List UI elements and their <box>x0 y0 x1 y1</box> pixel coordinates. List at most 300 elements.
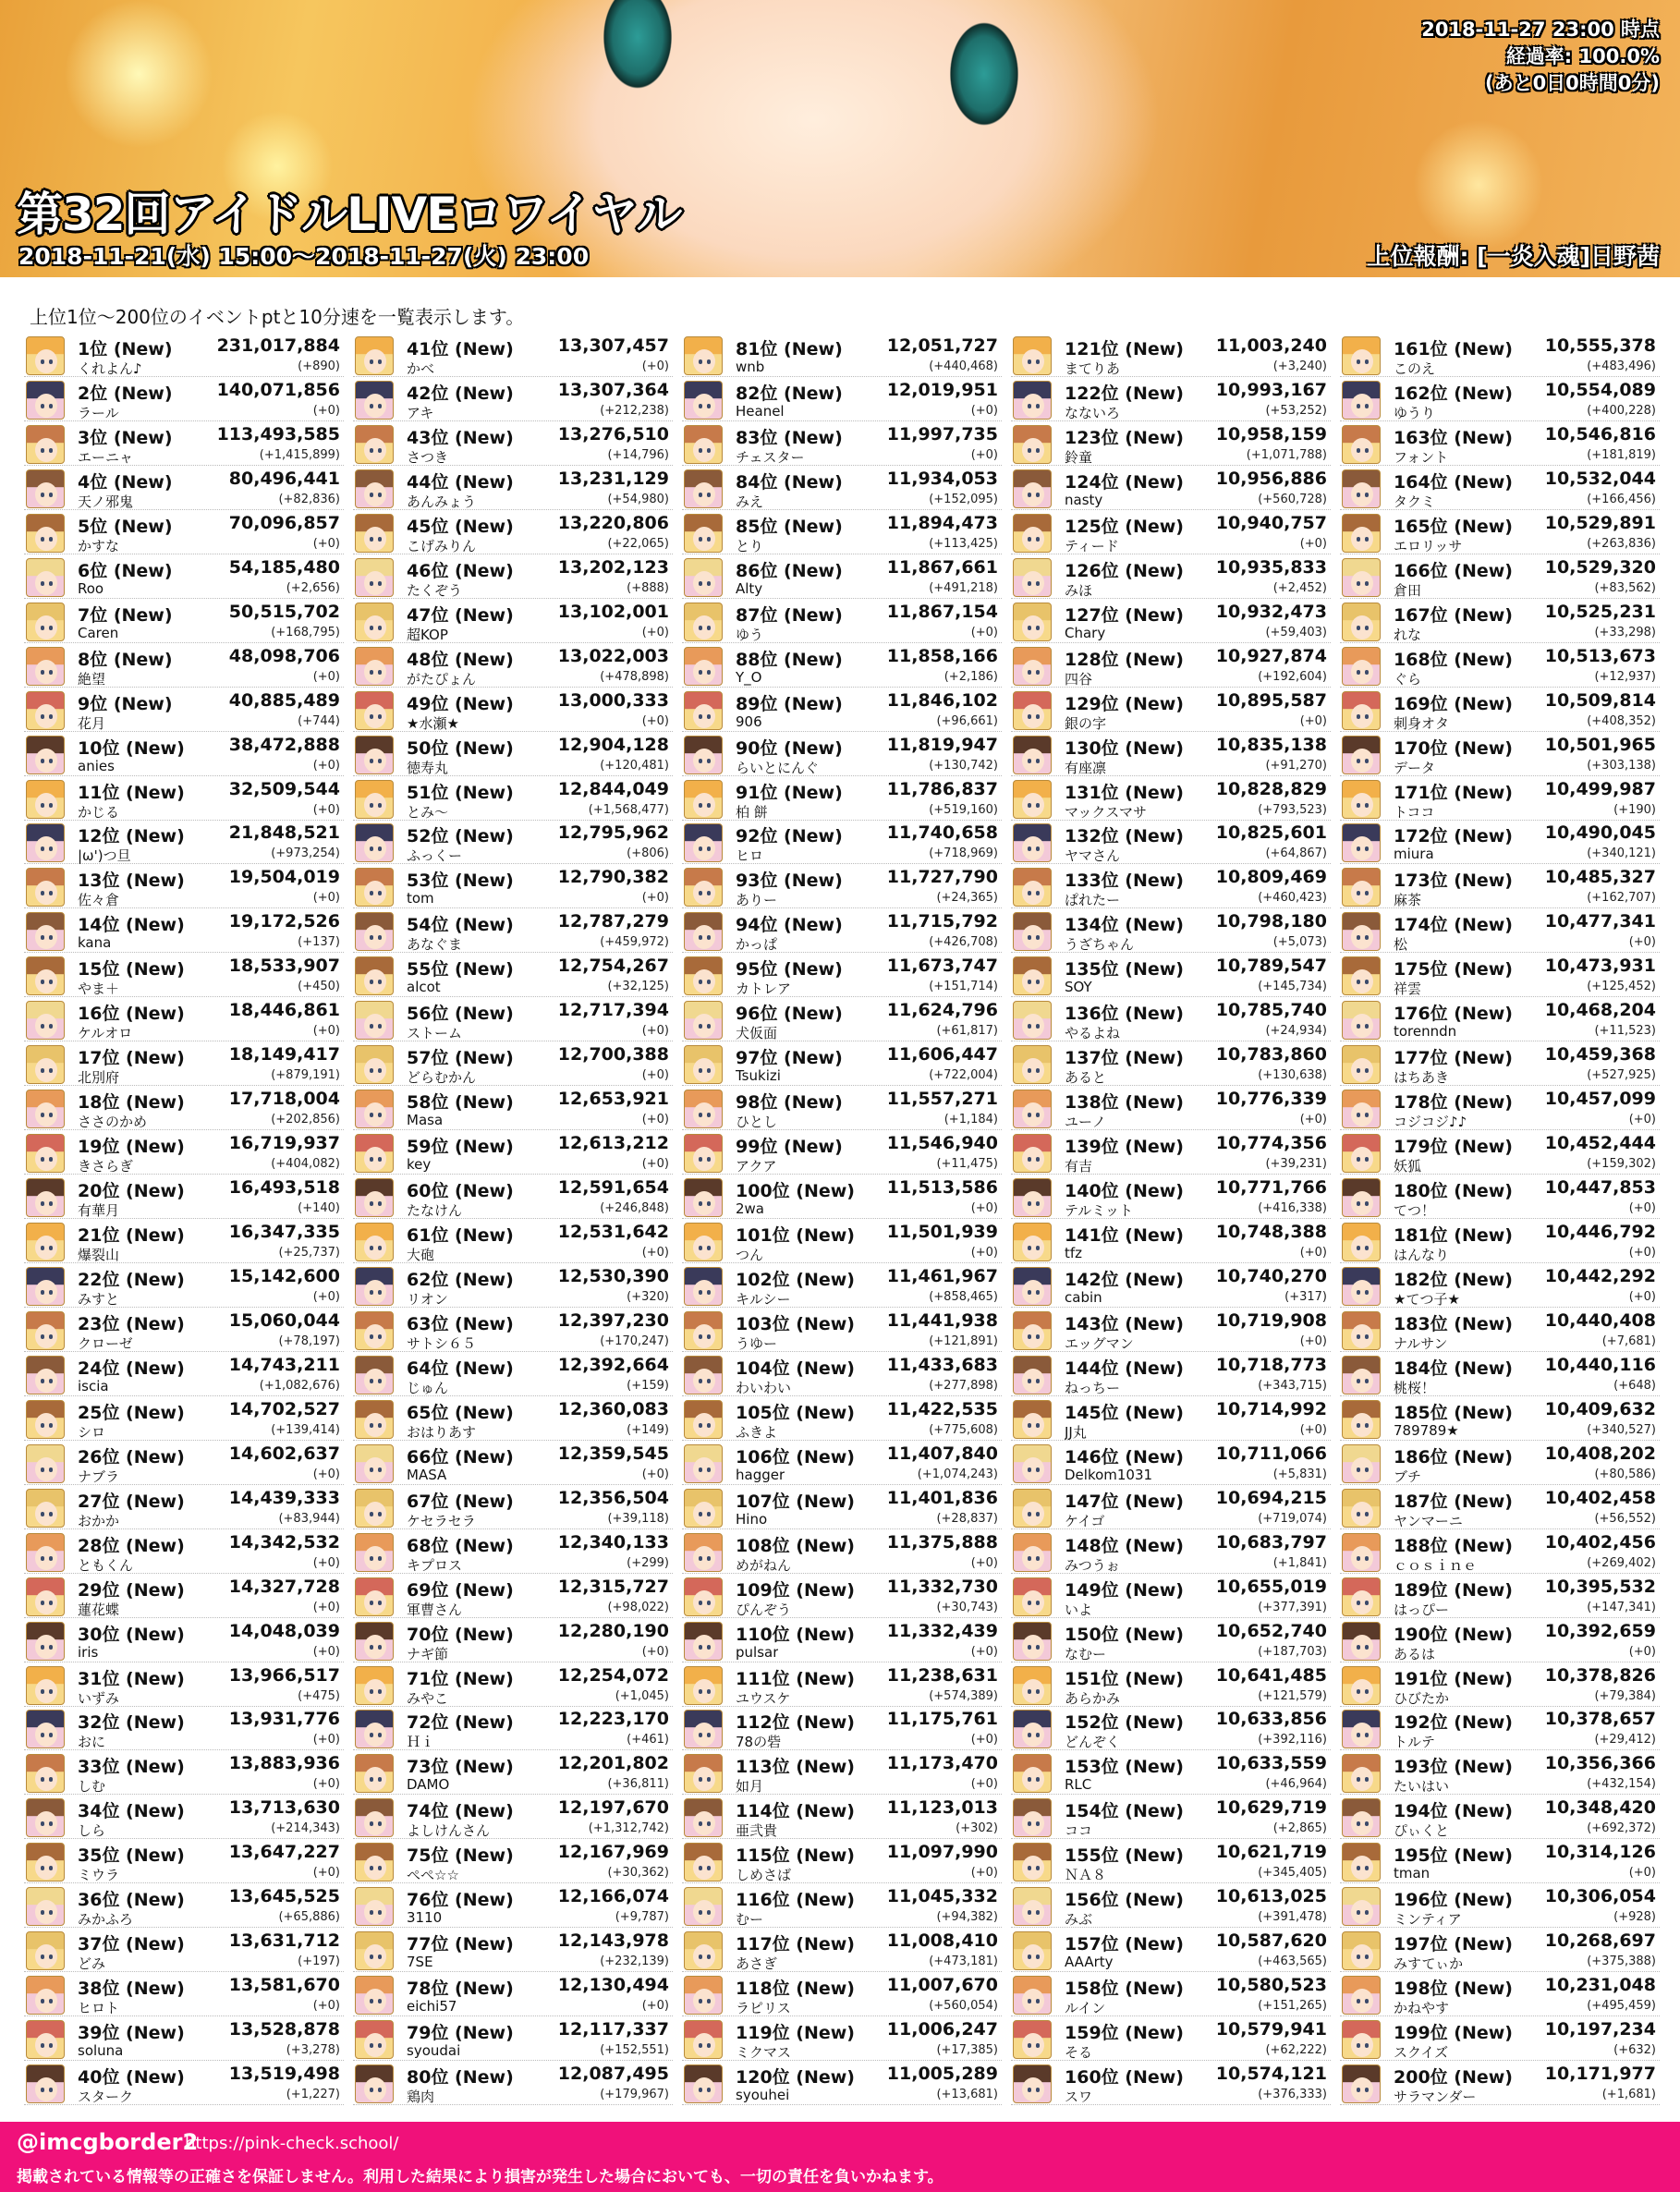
rank-label: 196位 (New) <box>1394 1890 1513 1911</box>
rank-label: 153位 (New) <box>1065 1757 1184 1778</box>
idol-avatar-icon <box>684 1533 723 1572</box>
idol-avatar-icon <box>1342 1223 1381 1261</box>
rank-label: 6位 (New) <box>78 560 173 581</box>
ranking-entry <box>353 601 673 643</box>
rank-label: 107位 (New) <box>736 1491 855 1512</box>
ten-min-speed: (+376,333) <box>1258 2088 1327 2102</box>
player-name: hagger <box>736 1466 785 1483</box>
rank-label: 198位 (New) <box>1394 1979 1513 2000</box>
ranking-entry <box>24 1576 344 1618</box>
idol-avatar-icon <box>1342 823 1381 862</box>
ten-min-speed: (+137) <box>298 935 340 950</box>
rank-label: 53位 (New) <box>407 871 514 892</box>
idol-avatar-icon <box>1013 1001 1052 1040</box>
event-points: 10,809,469 <box>1215 867 1327 888</box>
idol-avatar-icon <box>684 1356 723 1394</box>
ranking-entry <box>682 866 1002 908</box>
idol-avatar-icon <box>26 1178 65 1217</box>
rank-label: 41位 (New) <box>407 339 514 359</box>
rank-label: 17位 (New) <box>78 1048 185 1069</box>
rank-label: 108位 (New) <box>736 1535 855 1556</box>
idol-avatar-icon <box>26 823 65 862</box>
player-name: みかふろ <box>78 1911 134 1929</box>
rank-label: 96位 (New) <box>736 1004 843 1025</box>
idol-avatar-icon <box>355 1622 394 1661</box>
ranking-entry <box>682 423 1002 466</box>
ten-min-speed: (+94,382) <box>936 1910 998 1925</box>
idol-avatar-icon <box>355 868 394 907</box>
ranking-entry <box>1340 955 1660 997</box>
ranking-entry <box>682 1443 1002 1485</box>
ranking-entry <box>24 2063 344 2105</box>
player-name: 超KOP <box>407 626 448 643</box>
rank-label: 33位 (New) <box>78 1757 185 1778</box>
idol-avatar-icon <box>355 1710 394 1748</box>
event-points: 14,743,211 <box>228 1354 340 1375</box>
player-name: なむー <box>1065 1645 1107 1662</box>
idol-avatar-icon <box>1013 1267 1052 1306</box>
player-name: かじる <box>78 803 120 821</box>
player-name: ストーム <box>407 1025 463 1042</box>
event-points: 11,407,840 <box>886 1443 998 1464</box>
twitter-handle-link[interactable]: @imcgborder2 <box>17 2129 199 2155</box>
ten-min-speed: (+0) <box>312 891 340 906</box>
ten-min-speed: (+56,552) <box>1594 1511 1656 1526</box>
event-points: 12,167,969 <box>557 1842 669 1863</box>
player-name: 789789★ <box>1394 1421 1459 1439</box>
ten-min-speed: (+0) <box>1299 1113 1327 1127</box>
rank-label: 185位 (New) <box>1394 1402 1513 1423</box>
ten-min-speed: (+0) <box>641 891 669 906</box>
event-points: 10,546,816 <box>1544 423 1656 444</box>
ten-min-speed: (+192,604) <box>1258 669 1327 684</box>
rank-label: 75位 (New) <box>407 1845 514 1867</box>
ranking-entry <box>1011 1885 1331 1928</box>
ranking-entry <box>682 1708 1002 1750</box>
player-name: あなぐま <box>407 936 463 954</box>
player-name: とり <box>736 537 764 554</box>
ranking-entry <box>682 910 1002 953</box>
event-points: 13,581,670 <box>228 1975 340 1996</box>
idol-avatar-icon <box>684 514 723 553</box>
player-name: ぐら <box>1394 670 1422 688</box>
ranking-entry <box>1011 2018 1331 2061</box>
ranking-entry <box>682 1176 1002 1219</box>
rank-label: 80位 (New) <box>407 2067 514 2088</box>
ten-min-speed: (+30,362) <box>607 1866 669 1881</box>
player-name: たいはい <box>1394 1778 1450 1796</box>
idol-avatar-icon <box>1342 1444 1381 1483</box>
ten-min-speed: (+459,972) <box>600 935 669 950</box>
player-name: 倉田 <box>1394 581 1422 599</box>
player-name: anies <box>78 757 115 774</box>
ten-min-speed: (+0) <box>312 1467 340 1481</box>
idol-avatar-icon <box>1013 1754 1052 1793</box>
player-name: チェスター <box>736 448 805 466</box>
player-name: ブチ <box>1394 1467 1422 1485</box>
event-points: 10,452,444 <box>1544 1133 1656 1154</box>
event-points: 50,515,702 <box>228 601 340 622</box>
idol-avatar-icon <box>1013 868 1052 907</box>
rank-label: 5位 (New) <box>78 516 173 537</box>
rank-label: 4位 (New) <box>78 471 173 493</box>
rank-label: 178位 (New) <box>1394 1092 1513 1114</box>
ranking-entry <box>353 1043 673 1086</box>
player-name: ともくん <box>78 1556 134 1574</box>
player-name: らいとにんぐ <box>736 759 820 776</box>
ranking-entry <box>1340 866 1660 908</box>
idol-avatar-icon <box>1342 1134 1381 1173</box>
ranking-entry <box>682 2063 1002 2105</box>
player-name: iscia <box>78 1377 109 1394</box>
event-points: 10,694,215 <box>1215 1487 1327 1508</box>
player-name: とみ～ <box>407 803 449 821</box>
ranking-entry <box>1340 1576 1660 1618</box>
ten-min-speed: (+25,737) <box>278 1246 340 1260</box>
ten-min-speed: (+62,222) <box>1265 2043 1327 2058</box>
event-points: 10,490,045 <box>1544 822 1656 844</box>
player-name: カトレア <box>736 980 792 998</box>
event-points: 10,719,908 <box>1215 1309 1327 1331</box>
event-points: 10,509,814 <box>1544 689 1656 711</box>
player-name: pulsar <box>736 1643 779 1661</box>
event-points: 10,748,388 <box>1215 1222 1327 1242</box>
event-points: 12,166,074 <box>557 1886 669 1907</box>
rank-label: 88位 (New) <box>736 649 843 670</box>
ranking-entry <box>1011 734 1331 776</box>
rank-label: 34位 (New) <box>78 1801 185 1822</box>
player-name: なないろ <box>1065 404 1121 421</box>
ranking-entry <box>353 1620 673 1662</box>
event-points: 17,718,004 <box>228 1089 340 1110</box>
idol-avatar-icon <box>684 823 723 862</box>
player-name: Delkom1031 <box>1065 1466 1153 1483</box>
ten-min-speed: (+0) <box>970 403 998 418</box>
ranking-entry <box>353 556 673 599</box>
ten-min-speed: (+1,415,899) <box>259 447 340 462</box>
rank-label: 87位 (New) <box>736 604 843 626</box>
player-name: ナルサン <box>1394 1334 1448 1352</box>
event-points: 10,932,473 <box>1215 601 1327 622</box>
player-name: ラピリス <box>736 2000 791 2017</box>
event-points: 13,647,227 <box>228 1842 340 1863</box>
rank-label: 154位 (New) <box>1065 1801 1184 1822</box>
ranking-entry <box>1340 1132 1660 1175</box>
idol-avatar-icon <box>26 469 65 508</box>
event-points: 10,442,292 <box>1544 1265 1656 1286</box>
ten-min-speed: (+170,247) <box>600 1333 669 1348</box>
idol-avatar-icon <box>26 1754 65 1793</box>
rank-label: 104位 (New) <box>736 1358 855 1379</box>
rank-label: 85位 (New) <box>736 516 843 537</box>
rank-label: 106位 (New) <box>736 1446 855 1467</box>
idol-avatar-icon <box>1013 1311 1052 1350</box>
event-points: 10,633,856 <box>1215 1709 1327 1730</box>
ranking-entry <box>1011 1841 1331 1883</box>
idol-avatar-icon <box>1342 647 1381 686</box>
ten-min-speed: (+495,459) <box>1587 1999 1656 2014</box>
ten-min-speed: (+491,218) <box>929 580 998 595</box>
idol-avatar-icon <box>684 956 723 995</box>
rank-label: 155位 (New) <box>1065 1845 1184 1867</box>
event-points: 12,591,654 <box>557 1177 669 1199</box>
ranking-entry <box>682 1487 1002 1529</box>
player-name: ヤマさん <box>1065 847 1121 865</box>
ranking-entry <box>682 1930 1002 1972</box>
ten-min-speed: (+0) <box>312 1777 340 1792</box>
ten-min-speed: (+0) <box>312 802 340 817</box>
idol-avatar-icon <box>1013 956 1052 995</box>
rank-label: 161位 (New) <box>1394 339 1513 359</box>
event-points: 11,501,939 <box>886 1222 998 1242</box>
site-url-link[interactable]: https://pink-check.school/ <box>185 2134 399 2153</box>
ten-min-speed: (+0) <box>970 1555 998 1570</box>
event-points: 10,501,965 <box>1544 734 1656 755</box>
event-points: 10,587,620 <box>1215 1930 1327 1952</box>
ten-min-speed: (+12,937) <box>1594 669 1656 684</box>
event-points: 11,740,658 <box>886 822 998 844</box>
idol-avatar-icon <box>684 1267 723 1306</box>
ten-min-speed: (+130,742) <box>929 758 998 773</box>
ranking-entry <box>682 734 1002 776</box>
ranking-entry <box>1340 1309 1660 1352</box>
rank-label: 11位 (New) <box>78 782 185 803</box>
idol-avatar-icon <box>26 691 65 730</box>
ranking-entry <box>1340 1752 1660 1795</box>
event-points: 12,531,642 <box>557 1222 669 1242</box>
idol-avatar-icon <box>26 425 65 464</box>
player-name: ひびたか <box>1394 1689 1450 1707</box>
player-name: データ <box>1394 759 1436 776</box>
ranking-entry <box>682 468 1002 510</box>
player-name: 有座凛 <box>1065 759 1107 776</box>
idol-avatar-icon <box>684 336 723 375</box>
rank-label: 171位 (New) <box>1394 782 1513 803</box>
rank-label: 180位 (New) <box>1394 1181 1513 1202</box>
idol-avatar-icon <box>355 1489 394 1528</box>
ten-min-speed: (+460,423) <box>1258 891 1327 906</box>
ten-min-speed: (+375,388) <box>1587 1955 1656 1969</box>
rank-label: 115位 (New) <box>736 1845 855 1867</box>
event-points: 12,280,190 <box>557 1620 669 1641</box>
rank-label: 147位 (New) <box>1065 1491 1184 1512</box>
rank-label: 100位 (New) <box>736 1181 855 1202</box>
idol-avatar-icon <box>1342 1090 1381 1128</box>
player-name: Heanel <box>736 402 785 420</box>
ten-min-speed: (+59,403) <box>1265 625 1327 639</box>
idol-avatar-icon <box>1013 1444 1052 1483</box>
idol-avatar-icon <box>1342 381 1381 420</box>
event-points: 10,993,167 <box>1215 379 1327 400</box>
ten-min-speed: (+181,819) <box>1587 447 1656 462</box>
event-points: 10,835,138 <box>1215 734 1327 755</box>
rank-label: 150位 (New) <box>1065 1624 1184 1645</box>
event-title: 第32回アイドルLIVEロワイヤル <box>17 188 682 241</box>
idol-avatar-icon <box>1013 1356 1052 1394</box>
player-name: テルミット <box>1065 1202 1133 1220</box>
idol-avatar-icon <box>684 647 723 686</box>
event-points: 12,130,494 <box>557 1975 669 1996</box>
idol-avatar-icon <box>355 1976 394 2015</box>
ten-min-speed: (+858,465) <box>929 1289 998 1304</box>
player-name: エロリッサ <box>1394 537 1463 554</box>
player-name: SOY <box>1065 979 1092 996</box>
ten-min-speed: (+0) <box>1299 1333 1327 1348</box>
event-points: 13,202,123 <box>557 556 669 578</box>
top-reward: 上位報酬: [一炎入魂]日野茜 <box>1367 243 1660 270</box>
event-points: 10,440,116 <box>1544 1354 1656 1375</box>
rank-label: 98位 (New) <box>736 1092 843 1114</box>
ranking-entry <box>1340 335 1660 377</box>
rank-label: 7位 (New) <box>78 604 173 626</box>
player-name: kana <box>78 934 112 952</box>
player-name: ケセラセラ <box>407 1512 476 1529</box>
rank-label: 57位 (New) <box>407 1048 514 1069</box>
ten-min-speed: (+793,523) <box>1258 802 1327 817</box>
ten-min-speed: (+32,125) <box>607 980 669 994</box>
event-points: 10,314,126 <box>1544 1842 1656 1863</box>
ranking-entry <box>24 1708 344 1750</box>
player-name: 亜弐貴 <box>736 1822 778 1840</box>
event-points: 10,532,044 <box>1544 468 1656 489</box>
player-name: ミウラ <box>78 1867 120 1884</box>
event-points: 10,641,485 <box>1215 1664 1327 1686</box>
event-points: 38,472,888 <box>228 734 340 755</box>
ranking-entry <box>1011 601 1331 643</box>
player-name: 蓮花蝶 <box>78 1601 120 1618</box>
event-points: 12,201,802 <box>557 1753 669 1774</box>
event-points: 12,613,212 <box>557 1133 669 1154</box>
player-name: eichi57 <box>407 1998 457 2015</box>
rank-label: 74位 (New) <box>407 1801 514 1822</box>
player-name: やるよね <box>1065 1025 1121 1042</box>
ranking-entry <box>24 866 344 908</box>
ranking-entry <box>1340 999 1660 1041</box>
rank-label: 63位 (New) <box>407 1313 514 1334</box>
rank-label: 118位 (New) <box>736 1979 855 2000</box>
event-points: 12,117,337 <box>557 2019 669 2040</box>
ten-min-speed: (+3,240) <box>1272 359 1327 373</box>
ranking-entry <box>353 512 673 554</box>
event-points: 13,102,001 <box>557 601 669 622</box>
idol-avatar-icon <box>684 1489 723 1528</box>
rank-label: 188位 (New) <box>1394 1535 1513 1556</box>
ten-min-speed: (+0) <box>1299 1246 1327 1260</box>
ten-min-speed: (+7,681) <box>1601 1333 1656 1348</box>
ten-min-speed: (+440,468) <box>929 359 998 373</box>
rank-label: 101位 (New) <box>736 1225 855 1246</box>
ten-min-speed: (+527,925) <box>1587 1068 1656 1083</box>
ten-min-speed: (+890) <box>298 359 340 373</box>
ranking-entry <box>1011 1309 1331 1352</box>
ten-min-speed: (+692,372) <box>1587 1821 1656 1836</box>
event-points: 10,935,833 <box>1215 556 1327 578</box>
player-name: 佐々倉 <box>78 892 120 909</box>
rank-label: 49位 (New) <box>407 693 514 714</box>
idol-avatar-icon <box>26 1798 65 1837</box>
ten-min-speed: (+463,565) <box>1258 1955 1327 1969</box>
ten-min-speed: (+151,265) <box>1258 1999 1327 2014</box>
event-points: 13,519,498 <box>228 2064 340 2085</box>
ranking-entry <box>682 512 1002 554</box>
player-name: あると <box>1065 1069 1107 1087</box>
ten-min-speed: (+574,389) <box>929 1688 998 1703</box>
event-points: 13,645,525 <box>228 1886 340 1907</box>
idol-avatar-icon <box>684 1001 723 1040</box>
rank-label: 76位 (New) <box>407 1890 514 1911</box>
ten-min-speed: (+269,402) <box>1587 1555 1656 1570</box>
player-name: あんみょう <box>407 493 477 510</box>
ranking-entry <box>1340 1088 1660 1130</box>
player-name: 軍曹さん <box>407 1601 463 1618</box>
idol-avatar-icon <box>684 1798 723 1837</box>
ten-min-speed: (+1,841) <box>1272 1555 1327 1570</box>
idol-avatar-icon <box>1342 2020 1381 2059</box>
rank-label: 69位 (New) <box>407 1579 514 1601</box>
ranking-entry <box>1340 379 1660 421</box>
rank-label: 62位 (New) <box>407 1269 514 1290</box>
idol-avatar-icon <box>26 514 65 553</box>
rank-label: 182位 (New) <box>1394 1269 1513 1290</box>
ten-min-speed: (+9,787) <box>615 1910 669 1925</box>
ranking-entry <box>682 1885 1002 1928</box>
ranking-entry <box>24 1531 344 1574</box>
rank-label: 130位 (New) <box>1065 737 1184 759</box>
ranking-entry <box>353 1176 673 1219</box>
event-points: 10,378,657 <box>1544 1709 1656 1730</box>
player-name: かっぱ <box>736 936 778 954</box>
idol-avatar-icon <box>1013 1223 1052 1261</box>
ranking-entry <box>682 1088 1002 1130</box>
ten-min-speed: (+426,708) <box>929 935 998 950</box>
rank-label: 70位 (New) <box>407 1624 514 1645</box>
idol-avatar-icon <box>26 1090 65 1128</box>
ten-min-speed: (+0) <box>970 1201 998 1216</box>
rank-label: 189位 (New) <box>1394 1579 1513 1601</box>
ranking-entry <box>1340 1176 1660 1219</box>
ranking-entry <box>1011 1752 1331 1795</box>
event-points: 10,798,180 <box>1215 911 1327 932</box>
ranking-entry <box>353 1132 673 1175</box>
ranking-entry <box>353 1398 673 1441</box>
player-name: さつき <box>407 448 449 466</box>
ranking-entry <box>682 1841 1002 1883</box>
ranking-entry <box>353 778 673 821</box>
idol-avatar-icon <box>26 736 65 774</box>
ten-min-speed: (+179,967) <box>600 2088 669 2102</box>
ten-min-speed: (+0) <box>970 447 998 462</box>
idol-avatar-icon <box>1342 1577 1381 1616</box>
rank-label: 159位 (New) <box>1065 2023 1184 2044</box>
idol-avatar-icon <box>1342 868 1381 907</box>
ranking-entry <box>1011 512 1331 554</box>
player-name: nasty <box>1065 491 1103 508</box>
ranking-entry <box>353 689 673 732</box>
idol-avatar-icon <box>26 1134 65 1173</box>
ten-min-speed: (+0) <box>1628 1866 1656 1881</box>
event-points: 70,096,857 <box>228 512 340 533</box>
player-name: wnb <box>736 359 765 375</box>
event-points: 10,714,992 <box>1215 1398 1327 1419</box>
event-points: 11,401,836 <box>886 1487 998 1508</box>
event-points: 12,754,267 <box>557 956 669 977</box>
idol-avatar-icon <box>1013 514 1052 553</box>
rank-label: 142位 (New) <box>1065 1269 1184 1290</box>
player-name: おに <box>78 1734 106 1751</box>
event-points: 11,173,470 <box>886 1753 998 1774</box>
idol-avatar-icon <box>1013 736 1052 774</box>
player-name: どみ <box>78 1955 106 1973</box>
